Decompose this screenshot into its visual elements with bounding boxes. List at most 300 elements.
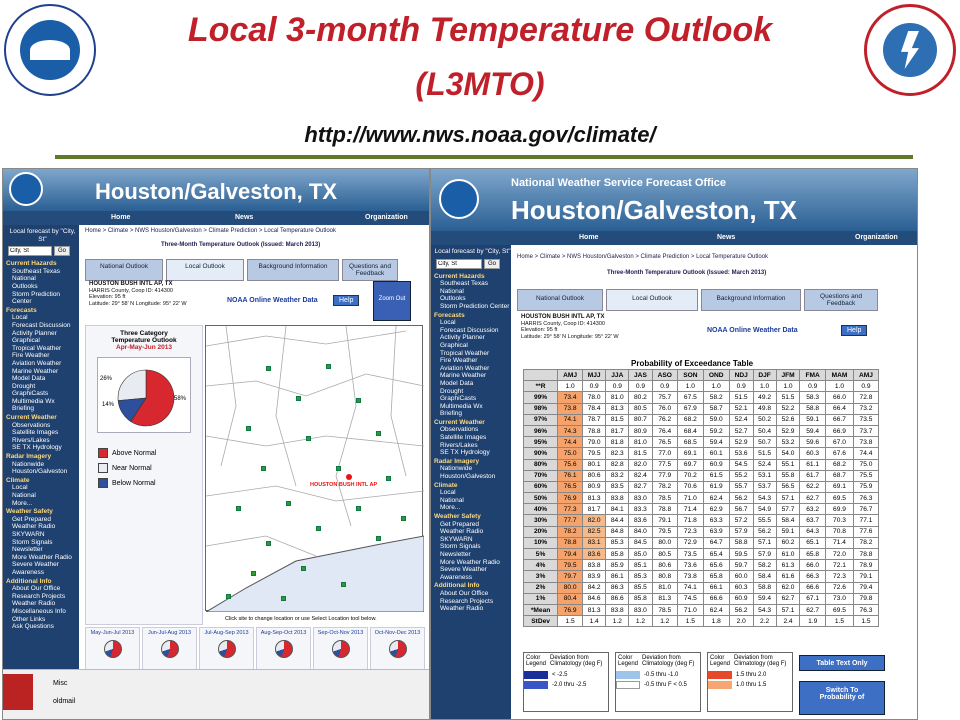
sidebar-item[interactable]: National xyxy=(12,492,36,499)
station-latlon: Latitude: 29° 58' N Longitude: 95° 22' W xyxy=(89,300,187,307)
table-cell: 80.0 xyxy=(652,537,678,548)
sidebar-item[interactable]: SKYWARN xyxy=(12,530,45,538)
sidebar-item[interactable]: Research Projects xyxy=(440,597,494,605)
sidebar-item[interactable]: Model Data xyxy=(440,379,474,387)
sidebar-item[interactable]: Storm Prediction Center xyxy=(440,302,510,310)
sidebar-item[interactable]: Outlooks xyxy=(12,282,38,290)
table-row-label: 40% xyxy=(524,504,558,515)
map-station-marker[interactable] xyxy=(341,582,346,587)
table-header-cell: SON xyxy=(678,370,704,381)
table-cell: 61.7 xyxy=(800,470,826,481)
legend-below: Below Normal xyxy=(112,479,156,487)
map-station-marker[interactable] xyxy=(266,541,271,546)
table-cell: 71.4 xyxy=(678,504,704,515)
table-cell: 63.9 xyxy=(703,526,729,537)
sidebar-item[interactable]: Briefing xyxy=(12,405,35,413)
table-row-label: 2% xyxy=(524,582,558,593)
table-cell: 59.6 xyxy=(800,437,826,448)
sidebar-item[interactable]: Severe Weather xyxy=(440,566,487,574)
table-row xyxy=(524,493,879,504)
table-cell: 55.1 xyxy=(776,459,800,470)
table-header-cell: JAS xyxy=(629,370,652,381)
table-row xyxy=(524,381,879,392)
sidebar-item[interactable]: SKYWARN xyxy=(440,535,473,543)
table-cell: 62.9 xyxy=(703,504,729,515)
deviation-label: Deviation from Climatology (deg F) xyxy=(642,655,695,667)
sidebar-item[interactable]: Outlooks xyxy=(440,295,466,303)
map-lines xyxy=(206,326,424,612)
map-station-marker[interactable] xyxy=(301,566,306,571)
table-cell: 69.5 xyxy=(825,493,853,504)
sidebar-item[interactable]: Other Links xyxy=(12,615,46,623)
table-row-label: 97% xyxy=(524,414,558,425)
table-cell: 67.5 xyxy=(678,392,704,403)
table-cell: 78.5 xyxy=(652,493,678,504)
table-cell: 78.7 xyxy=(583,414,606,425)
table-text-only-button[interactable]: Table Text Only xyxy=(799,655,885,671)
table-cell: 62.4 xyxy=(703,604,729,615)
left-tabs xyxy=(85,259,398,281)
map-station-marker[interactable] xyxy=(336,466,341,471)
table-row xyxy=(524,448,879,459)
right-agency: National Weather Service Forecast Office xyxy=(511,177,726,189)
table-cell: 59.2 xyxy=(703,425,729,436)
sidebar-item[interactable]: Nationwide xyxy=(440,465,473,473)
map-station-marker[interactable] xyxy=(246,426,251,431)
bottom-red-icon xyxy=(3,674,33,710)
table-cell: 53.2 xyxy=(776,437,800,448)
sidebar-item[interactable]: Multimedia Wx xyxy=(12,397,55,405)
tab-questions[interactable]: Questions and Feedback xyxy=(342,259,398,281)
swatch-white xyxy=(616,681,640,689)
table-cell: 83.5 xyxy=(606,481,629,492)
table-cell: 77.5 xyxy=(652,459,678,470)
sidebar-item[interactable]: Satellite Images xyxy=(12,429,59,437)
sidebar-item[interactable]: Weather Radio xyxy=(12,600,56,608)
right-office-title: Houston/Galveston, TX xyxy=(511,195,798,225)
table-cell: 69.1 xyxy=(825,481,853,492)
table-cell: 73.8 xyxy=(853,437,878,448)
tab-background[interactable]: Background Information xyxy=(247,259,339,281)
table-cell: 58.2 xyxy=(753,560,776,571)
sidebar-item[interactable]: Model Data xyxy=(12,375,46,383)
table-cell: 60.9 xyxy=(729,593,753,604)
local-forecast-label: Local forecast by "City, St" xyxy=(434,248,511,255)
table-cell: 50.7 xyxy=(753,437,776,448)
sidebar-item[interactable]: Drought xyxy=(12,382,36,390)
search-input[interactable] xyxy=(8,246,52,256)
nav-home[interactable]: Home xyxy=(579,234,599,241)
sidebar-item[interactable]: Weather Radio xyxy=(12,523,56,531)
sidebar-item[interactable]: Activity Planner xyxy=(12,329,57,337)
go-button[interactable]: Go xyxy=(54,246,70,256)
tab-national-outlook[interactable]: National Outlook xyxy=(517,289,603,311)
table-row xyxy=(524,515,879,526)
table-cell: 74.3 xyxy=(558,425,583,436)
sidebar-item[interactable]: Aviation Weather xyxy=(440,364,490,372)
nav-organization[interactable]: Organization xyxy=(365,214,408,221)
table-cell: 68.2 xyxy=(678,414,704,425)
outlook-pie-chart xyxy=(98,358,192,434)
table-cell: 67.0 xyxy=(825,437,853,448)
table-cell: 53.7 xyxy=(753,481,776,492)
table-cell: 79.7 xyxy=(558,571,583,582)
table-cell: 85.8 xyxy=(629,593,652,604)
map-site-label: HOUSTON BUSH INTL AP xyxy=(310,482,378,488)
table-cell: 61.9 xyxy=(703,481,729,492)
table-cell: 75.0 xyxy=(558,448,583,459)
sidebar-item[interactable]: National xyxy=(440,496,464,504)
sidebar-item[interactable]: Houston/Galveston xyxy=(440,473,496,481)
table-cell: 69.5 xyxy=(825,604,853,615)
sidebar-item[interactable]: Ask Questions xyxy=(12,623,54,631)
table-row xyxy=(524,437,879,448)
sidebar-item[interactable]: National xyxy=(12,275,36,283)
table-cell: 82.5 xyxy=(583,526,606,537)
sidebar-item[interactable]: Fire Weather xyxy=(12,352,50,360)
sidebar-item[interactable]: Local xyxy=(440,489,456,497)
table-cell: 59.1 xyxy=(800,414,826,425)
cl3-row1: 1.5 thru 2.0 xyxy=(736,672,767,678)
swatch-red xyxy=(708,671,732,679)
tab-national-outlook[interactable]: National Outlook xyxy=(85,259,163,281)
sidebar-item[interactable]: Severe Weather xyxy=(12,561,59,569)
sidebar-heading: Climate xyxy=(434,481,458,489)
map-station-marker[interactable] xyxy=(326,364,331,369)
zoom-out-button[interactable] xyxy=(373,281,411,321)
tab-background[interactable]: Background Information xyxy=(701,289,801,311)
sidebar-item[interactable]: Rivers/Lakes xyxy=(12,436,50,444)
map-station-marker[interactable] xyxy=(286,501,291,506)
table-row xyxy=(524,549,879,560)
table-cell: 80.9 xyxy=(629,425,652,436)
table-row xyxy=(524,425,879,436)
sidebar-item[interactable]: Miscellaneous Info xyxy=(12,607,66,615)
nav-organization[interactable]: Organization xyxy=(855,234,898,241)
map-station-marker[interactable] xyxy=(386,476,391,481)
thumbnail-label: Aug-Sep-Oct 2013 xyxy=(260,630,307,636)
switch-probability-button[interactable]: Switch To Probability of xyxy=(799,681,885,715)
tab-questions[interactable]: Questions and Feedback xyxy=(804,289,878,311)
table-cell: 84.6 xyxy=(583,593,606,604)
table-cell: 54.0 xyxy=(776,448,800,459)
table-row-label: 1% xyxy=(524,593,558,604)
table-cell: 69.9 xyxy=(825,504,853,515)
table-cell: 77.1 xyxy=(853,515,878,526)
table-row-label: 98% xyxy=(524,403,558,414)
sidebar-item[interactable]: Activity Planner xyxy=(440,334,485,342)
sidebar-item[interactable]: Tropical Weather xyxy=(12,344,62,352)
sidebar-item[interactable]: Weather Radio xyxy=(440,528,484,536)
thumbnail-pie xyxy=(332,640,350,658)
table-cell: 76.2 xyxy=(652,414,678,425)
sidebar-item[interactable]: Weather Radio xyxy=(440,605,484,613)
table-header-cell: ASO xyxy=(652,370,678,381)
sidebar-item[interactable]: Satellite Images xyxy=(440,434,487,442)
table-cell: 66.0 xyxy=(825,392,853,403)
table-row-label: 10% xyxy=(524,537,558,548)
table-cell: 52.1 xyxy=(729,403,753,414)
sidebar-heading: Weather Safety xyxy=(434,513,481,520)
cl1-row2: -2.0 thru -2.5 xyxy=(552,682,587,688)
sidebar-item[interactable]: Briefing xyxy=(440,410,463,418)
sidebar-item[interactable]: More Weather Radio xyxy=(12,553,72,561)
noaa-online-link[interactable]: NOAA Online Weather Data xyxy=(707,327,798,334)
table-cell: 1.4 xyxy=(583,616,606,627)
sidebar-item[interactable]: Drought xyxy=(440,387,464,395)
sidebar-item[interactable]: GraphiCasts xyxy=(440,395,477,403)
left-office-title: Houston/Galveston, TX xyxy=(95,179,338,204)
sidebar-item[interactable]: Research Projects xyxy=(12,592,66,600)
noaa-online-link[interactable]: NOAA Online Weather Data xyxy=(227,297,318,304)
map-station-marker[interactable] xyxy=(316,526,321,531)
map-site-marker[interactable] xyxy=(346,474,352,480)
bottom-oldmail: oldmail xyxy=(53,698,76,705)
table-cell: 84.5 xyxy=(629,537,652,548)
map-station-marker[interactable] xyxy=(236,506,241,511)
table-cell: 62.7 xyxy=(800,493,826,504)
table-cell: 85.3 xyxy=(629,571,652,582)
sidebar-item[interactable]: Fire Weather xyxy=(440,357,478,365)
table-cell: 81.3 xyxy=(583,493,606,504)
sidebar-item[interactable]: National xyxy=(440,287,464,295)
sidebar-item[interactable]: Graphical xyxy=(440,341,468,349)
sidebar-item[interactable]: Marine Weather xyxy=(12,367,59,375)
table-cell: 2.0 xyxy=(729,616,753,627)
sidebar-item[interactable]: Graphical xyxy=(12,337,40,345)
table-cell: 52.6 xyxy=(776,414,800,425)
table-cell: 78.2 xyxy=(652,481,678,492)
tab-local-outlook[interactable]: Local Outlook xyxy=(166,259,244,281)
sidebar-item[interactable]: More... xyxy=(12,499,33,507)
table-cell: 58.8 xyxy=(800,403,826,414)
slide-subtitle: (L3MTO) xyxy=(415,66,545,102)
station-elevation: Elevation: 95 ft xyxy=(521,327,558,333)
table-cell: 73.0 xyxy=(825,593,853,604)
sidebar-item[interactable]: Storm Signals xyxy=(440,543,481,551)
sidebar-item[interactable]: GraphiCasts xyxy=(12,390,49,398)
sidebar-item[interactable]: Nationwide xyxy=(12,460,45,468)
category-panel xyxy=(85,325,203,625)
nav-news[interactable]: News xyxy=(235,214,254,221)
table-row-label: 70% xyxy=(524,470,558,481)
sidebar-item[interactable]: Local xyxy=(440,319,456,327)
map-station-marker[interactable] xyxy=(281,596,286,601)
table-row xyxy=(524,571,879,582)
nav-news[interactable]: News xyxy=(717,234,736,241)
map-station-marker[interactable] xyxy=(376,431,381,436)
table-cell: 60.9 xyxy=(703,459,729,470)
table-cell: 81.5 xyxy=(606,414,629,425)
sidebar-menu xyxy=(434,273,511,613)
table-cell: 68.7 xyxy=(825,470,853,481)
pie-box xyxy=(97,357,191,433)
table-cell: 75.9 xyxy=(853,481,878,492)
sidebar-item[interactable]: Storm Prediction Center xyxy=(12,290,61,306)
sidebar-item[interactable]: Multimedia Wx xyxy=(440,402,483,410)
sidebar-item[interactable]: Newsletter xyxy=(440,550,471,558)
table-cell: 73.6 xyxy=(678,560,704,571)
sidebar-item[interactable]: About Our Office xyxy=(440,589,489,597)
table-cell: 78.2 xyxy=(558,526,583,537)
table-cell: 54.5 xyxy=(729,459,753,470)
sidebar-item[interactable]: Local xyxy=(12,314,28,322)
table-cell: 71.0 xyxy=(678,604,704,615)
sidebar-item[interactable]: Local xyxy=(12,484,28,492)
map-station-marker[interactable] xyxy=(296,396,301,401)
table-cell: 65.4 xyxy=(703,549,729,560)
sidebar-item[interactable]: About Our Office xyxy=(12,585,61,593)
table-row xyxy=(524,526,879,537)
sidebar-item[interactable]: Get Prepared xyxy=(440,520,480,528)
table-cell: 78.4 xyxy=(583,403,606,414)
sidebar-item[interactable]: Forecast Discussion xyxy=(12,321,71,329)
table-cell: 1.5 xyxy=(678,616,704,627)
sidebar-item[interactable]: Storm Signals xyxy=(12,538,53,546)
table-cell: 58.4 xyxy=(776,515,800,526)
table-cell: 52.9 xyxy=(729,437,753,448)
sidebar-item[interactable]: More Weather Radio xyxy=(440,558,500,566)
sidebar-item[interactable]: Observations xyxy=(12,421,51,429)
table-row xyxy=(524,604,879,615)
table-cell: 85.5 xyxy=(629,582,652,593)
map-station-marker[interactable] xyxy=(266,366,271,371)
table-cell: 70.3 xyxy=(825,515,853,526)
table-cell: 69.1 xyxy=(678,448,704,459)
table-cell: 50.2 xyxy=(753,414,776,425)
table-cell: 61.1 xyxy=(800,459,826,470)
table-cell: 63.2 xyxy=(800,504,826,515)
map-station-marker[interactable] xyxy=(356,398,361,403)
sidebar-item[interactable]: Aviation Weather xyxy=(12,359,62,367)
sidebar-item[interactable]: Get Prepared xyxy=(12,515,52,523)
table-cell: 80.6 xyxy=(652,560,678,571)
table-cell: 79.1 xyxy=(652,515,678,526)
table-cell: 65.6 xyxy=(703,560,729,571)
table-cell: 51.5 xyxy=(729,392,753,403)
table-cell: 66.6 xyxy=(703,593,729,604)
table-cell: 60.3 xyxy=(729,582,753,593)
table-cell: 70.2 xyxy=(678,470,704,481)
table-header-cell: DJF xyxy=(753,370,776,381)
map-station-marker[interactable] xyxy=(401,516,406,521)
table-cell: 58.8 xyxy=(729,537,753,548)
map-station-marker[interactable] xyxy=(251,571,256,576)
table-cell: 82.0 xyxy=(583,515,606,526)
table-cell: 73.8 xyxy=(678,571,704,582)
sidebar-item[interactable]: Awareness xyxy=(12,568,45,576)
table-cell: 83.8 xyxy=(583,560,606,571)
table-cell: 81.3 xyxy=(606,403,629,414)
table-cell: 80.5 xyxy=(652,549,678,560)
sidebar-item[interactable]: Houston/Galveston xyxy=(12,468,68,476)
table-cell: 72.9 xyxy=(678,537,704,548)
table-cell: 72.0 xyxy=(825,549,853,560)
go-button[interactable]: Go xyxy=(484,259,500,269)
zoom-label: Zoom Out xyxy=(378,296,406,302)
table-cell: 74.4 xyxy=(853,448,878,459)
table-cell: 69.7 xyxy=(678,459,704,470)
table-cell: 84.0 xyxy=(629,526,652,537)
sidebar-item[interactable]: Southeast Texas xyxy=(440,280,488,288)
table-cell: 56.7 xyxy=(729,504,753,515)
color-legend-label: Color Legend xyxy=(618,655,639,667)
table-cell: 76.5 xyxy=(558,481,583,492)
sidebar-item[interactable]: Marine Weather xyxy=(440,372,487,380)
table-cell: 83.0 xyxy=(629,604,652,615)
tab-local-outlook[interactable]: Local Outlook xyxy=(606,289,698,311)
table-row xyxy=(524,616,879,627)
table-cell: 56.2 xyxy=(729,604,753,615)
table-cell: 68.2 xyxy=(825,459,853,470)
sidebar-item[interactable]: Rivers/Lakes xyxy=(440,441,478,449)
legend-near: Near Normal xyxy=(112,464,152,472)
sidebar-item[interactable]: Awareness xyxy=(440,573,473,581)
table-row xyxy=(524,470,879,481)
left-screenshot xyxy=(2,168,430,720)
search-input[interactable] xyxy=(436,259,482,269)
help-button[interactable]: Help xyxy=(333,295,359,306)
sidebar-item[interactable]: Newsletter xyxy=(12,546,43,554)
slide-title: Local 3-month Temperature Outlook xyxy=(187,11,773,49)
cl1-row1: < -2.5 xyxy=(552,672,568,678)
map-station-marker[interactable] xyxy=(226,594,231,599)
map-station-marker[interactable] xyxy=(261,466,266,471)
table-cell: 52.9 xyxy=(776,425,800,436)
sidebar-item[interactable]: Southeast Texas xyxy=(12,267,60,275)
table-cell: 49.2 xyxy=(753,392,776,403)
table-cell: 83.8 xyxy=(606,493,629,504)
table-cell: 1.5 xyxy=(825,616,853,627)
table-header-cell xyxy=(524,370,558,381)
help-button[interactable]: Help xyxy=(841,325,867,336)
table-row xyxy=(524,392,879,403)
table-cell: 80.8 xyxy=(652,571,678,582)
table-cell: 61.6 xyxy=(776,571,800,582)
table-cell: 77.7 xyxy=(558,515,583,526)
table-cell: 51.5 xyxy=(776,392,800,403)
sidebar-heading: Climate xyxy=(6,476,30,484)
table-cell: 86.6 xyxy=(606,593,629,604)
table-row xyxy=(524,537,879,548)
county-map[interactable] xyxy=(205,325,423,611)
sidebar-item[interactable]: Observations xyxy=(440,426,479,434)
swatch-dark-blue xyxy=(524,671,548,679)
sidebar-item[interactable]: SE TX Hydrology xyxy=(12,444,62,452)
sidebar-item[interactable]: More... xyxy=(440,504,461,512)
table-cell: 76.4 xyxy=(652,425,678,436)
nav-home[interactable]: Home xyxy=(111,214,131,221)
sidebar-item[interactable]: SE TX Hydrology xyxy=(440,449,490,457)
table-cell: 76.7 xyxy=(853,504,878,515)
table-cell: 78.9 xyxy=(853,560,878,571)
table-cell: 79.5 xyxy=(558,560,583,571)
sidebar-item[interactable]: Forecast Discussion xyxy=(440,326,499,334)
map-station-marker[interactable] xyxy=(306,436,311,441)
table-cell: 85.8 xyxy=(606,549,629,560)
color-legend-3 xyxy=(707,652,793,712)
map-station-marker[interactable] xyxy=(376,536,381,541)
table-cell: 57.1 xyxy=(776,604,800,615)
left-sidebar xyxy=(3,225,79,695)
table-row xyxy=(524,504,879,515)
sidebar-item[interactable]: Tropical Weather xyxy=(440,349,490,357)
table-cell: 67.1 xyxy=(800,593,826,604)
table-cell: 76.9 xyxy=(558,493,583,504)
map-station-marker[interactable] xyxy=(356,506,361,511)
table-cell: 75.0 xyxy=(853,459,878,470)
sidebar-heading: Current Hazards xyxy=(434,272,485,280)
